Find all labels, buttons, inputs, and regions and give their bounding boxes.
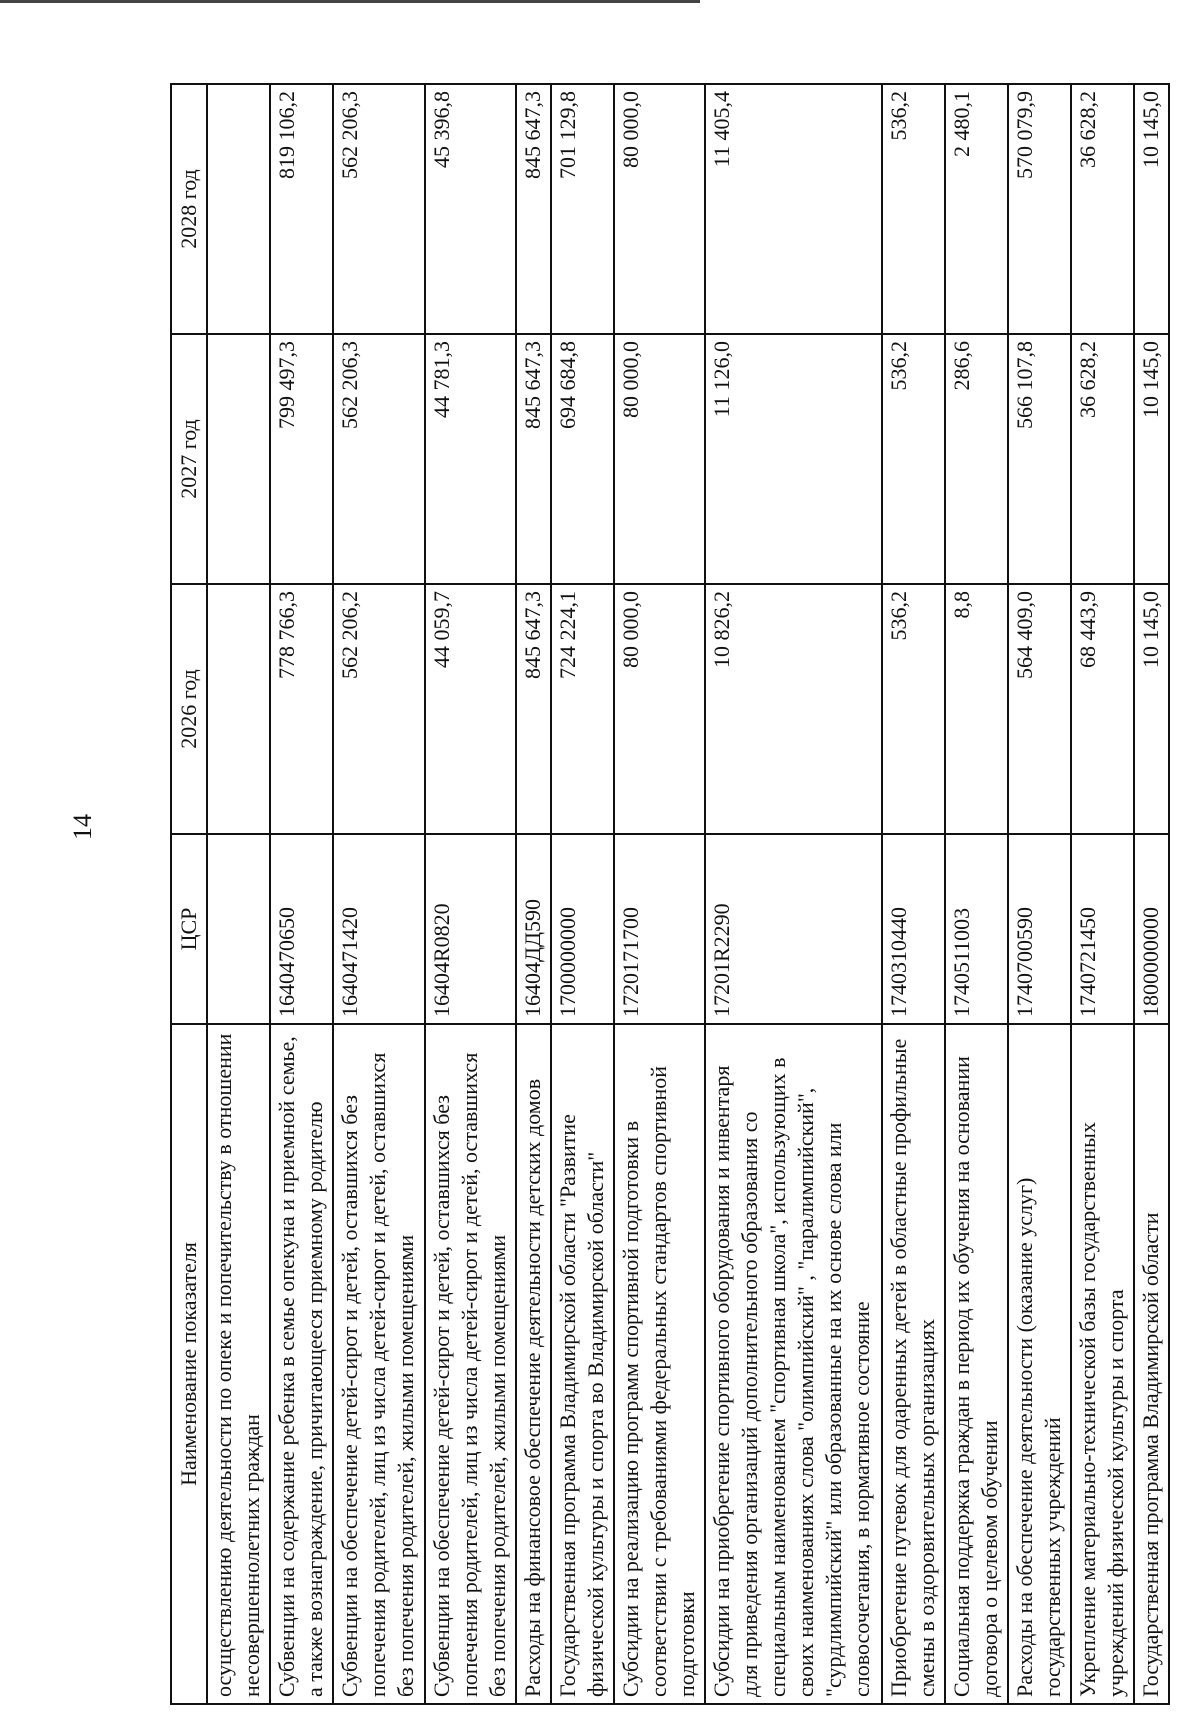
- row-code-cell: [207, 834, 270, 1024]
- table-row: [945, 84, 1008, 1704]
- top-rule: [0, 0, 700, 3]
- row-2028-cell: 45 396,8: [425, 84, 517, 334]
- row-name-cell: Государственная программа Владимирской области "Развитие физической культуры и спорта во Владимирской области": [551, 1024, 614, 1704]
- row-code-cell: 1740310440: [882, 834, 945, 1024]
- row-2026-cell: 778 766,3: [270, 584, 333, 834]
- table-row: [551, 84, 614, 1704]
- row-2027-cell: 566 107,8: [1008, 334, 1071, 584]
- row-code-cell: 1740721450: [1071, 834, 1134, 1024]
- row-2028-cell: 80 000,0: [614, 84, 706, 334]
- table-row: [882, 84, 945, 1704]
- row-2026-cell: 80 000,0: [614, 584, 706, 834]
- row-2027-cell: [207, 334, 270, 584]
- row-2027-cell: 694 684,8: [551, 334, 614, 584]
- table-row: [1008, 84, 1071, 1704]
- header-2026: 2026 год: [171, 584, 207, 834]
- table-row: [1134, 84, 1169, 1704]
- table-header-row: [171, 84, 207, 1704]
- header-2027: 2027 год: [171, 334, 207, 584]
- row-code-cell: 1800000000: [1134, 834, 1169, 1024]
- budget-table: [170, 83, 1170, 1705]
- row-2027-cell: 799 497,3: [270, 334, 333, 584]
- page-number: 14: [68, 814, 97, 840]
- row-2026-cell: 10 826,2: [705, 584, 882, 834]
- row-2028-cell: 562 206,3: [333, 84, 425, 334]
- row-2027-cell: 44 781,3: [425, 334, 517, 584]
- table-row: [207, 84, 270, 1704]
- table-sheet: [170, 85, 1170, 1705]
- row-code-cell: 16404ДД590: [516, 834, 551, 1024]
- row-code-cell: 16404R0820: [425, 834, 517, 1024]
- row-code-cell: 1700000000: [551, 834, 614, 1024]
- row-2027-cell: 36 628,2: [1071, 334, 1134, 584]
- row-2027-cell: 562 206,3: [333, 334, 425, 584]
- row-2028-cell: 2 480,1: [945, 84, 1008, 334]
- row-2026-cell: 562 206,2: [333, 584, 425, 834]
- row-2026-cell: 564 409,0: [1008, 584, 1071, 834]
- row-name-cell: Укрепление материально-технической базы государственных учреждений физической культуры и спорта: [1071, 1024, 1134, 1704]
- row-2028-cell: 570 079,9: [1008, 84, 1071, 334]
- row-name-cell: Субвенции на обеспечение детей-сирот и детей, оставшихся без попечения родителей, лиц из числа детей-сирот и детей, оставшихся без попечения родителей, жилыми помещениями: [425, 1024, 517, 1704]
- row-2028-cell: 701 129,8: [551, 84, 614, 334]
- row-name-cell: Социальная поддержка граждан в период их обучения на основании договора о целевом обучении: [945, 1024, 1008, 1704]
- row-2026-cell: 10 145,0: [1134, 584, 1169, 834]
- table-body: [207, 84, 1169, 1704]
- table-row: [425, 84, 517, 1704]
- row-2028-cell: 536,2: [882, 84, 945, 334]
- row-code-cell: 1720171700: [614, 834, 706, 1024]
- row-2028-cell: 36 628,2: [1071, 84, 1134, 334]
- row-code-cell: 17201R2290: [705, 834, 882, 1024]
- header-name: Наименование показателя: [171, 1024, 207, 1704]
- table-row: [1071, 84, 1134, 1704]
- row-2027-cell: 80 000,0: [614, 334, 706, 584]
- row-2027-cell: 10 145,0: [1134, 334, 1169, 584]
- row-2026-cell: [207, 584, 270, 834]
- row-2027-cell: 845 647,3: [516, 334, 551, 584]
- row-2026-cell: 536,2: [882, 584, 945, 834]
- row-name-cell: Приобретение путевок для одаренных детей в областные профильные смены в оздоровительных организациях: [882, 1024, 945, 1704]
- row-2026-cell: 44 059,7: [425, 584, 517, 834]
- table-row: [705, 84, 882, 1704]
- row-2028-cell: 11 405,4: [705, 84, 882, 334]
- row-name-cell: осуществлению деятельности по опеке и попечительству в отношении несовершеннолетних граждан: [207, 1024, 270, 1704]
- row-2026-cell: 8,8: [945, 584, 1008, 834]
- row-2026-cell: 68 443,9: [1071, 584, 1134, 834]
- table-row: [614, 84, 706, 1704]
- row-2026-cell: 845 647,3: [516, 584, 551, 834]
- row-name-cell: Субвенции на обеспечение детей-сирот и детей, оставшихся без попечения родителей, лиц из числа детей-сирот и детей, оставшихся без попечения родителей, жилыми помещениями: [333, 1024, 425, 1704]
- row-name-cell: Субсидии на приобретение спортивного оборудования и инвентаря для приведения организаций дополнительного образования со специальным наименованием "спортивная школа", использующих в своих наименованиях слова "олимпийский" , "паралимпийский", "сурдлимпийский" или образованные на их основе слова или словосочетания, в нормативное состояние: [705, 1024, 882, 1704]
- row-2028-cell: 819 106,2: [270, 84, 333, 334]
- row-2027-cell: 11 126,0: [705, 334, 882, 584]
- row-code-cell: 1740700590: [1008, 834, 1071, 1024]
- table-row: [516, 84, 551, 1704]
- row-name-cell: Субвенции на содержание ребенка в семье опекуна и приемной семье, а также вознаграждение, причитающееся приемному родителю: [270, 1024, 333, 1704]
- row-name-cell: Расходы на обеспечение деятельности (оказание услуг) государственных учреждений: [1008, 1024, 1071, 1704]
- row-2028-cell: 10 145,0: [1134, 84, 1169, 334]
- row-2027-cell: 286,6: [945, 334, 1008, 584]
- row-name-cell: Государственная программа Владимирской области: [1134, 1024, 1169, 1704]
- row-2027-cell: 536,2: [882, 334, 945, 584]
- table-row: [333, 84, 425, 1704]
- row-name-cell: Субсидии на реализацию программ спортивной подготовки в соответствии с требованиями федеральных стандартов спортивной подготовки: [614, 1024, 706, 1704]
- row-2026-cell: 724 224,1: [551, 584, 614, 834]
- row-code-cell: 1640470650: [270, 834, 333, 1024]
- table-row: [270, 84, 333, 1704]
- row-name-cell: Расходы на финансовое обеспечение деятельности детских домов: [516, 1024, 551, 1704]
- row-2028-cell: 845 647,3: [516, 84, 551, 334]
- row-code-cell: 1740511003: [945, 834, 1008, 1024]
- header-code: ЦСР: [171, 834, 207, 1024]
- header-2028: 2028 год: [171, 84, 207, 334]
- row-code-cell: 1640471420: [333, 834, 425, 1024]
- row-2028-cell: [207, 84, 270, 334]
